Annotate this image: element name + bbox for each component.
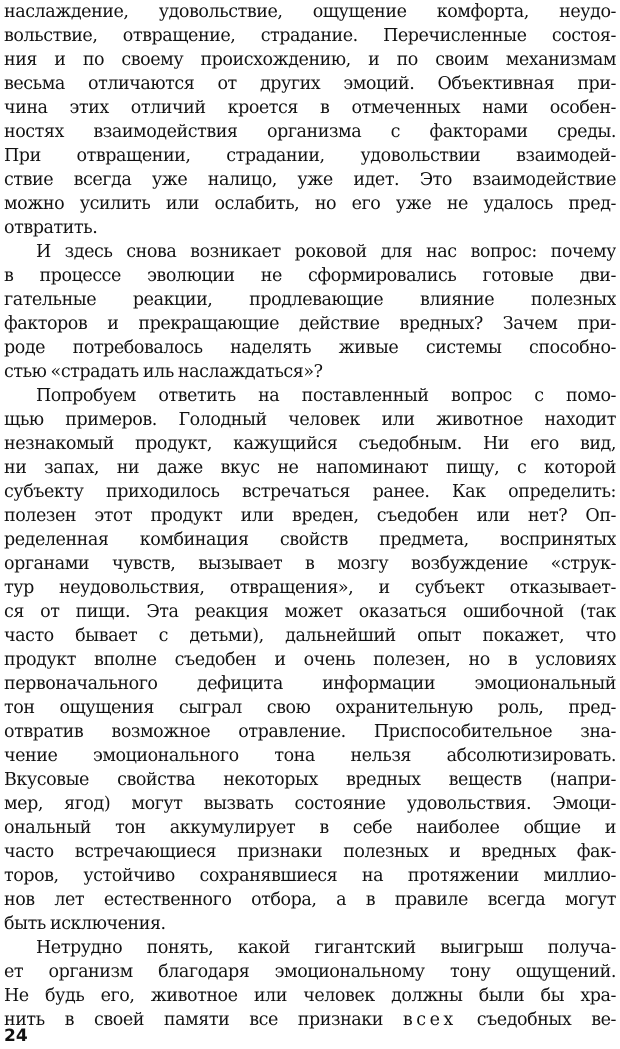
text-line: весьма отличаются от других эмоций. Объективная при- [4, 74, 616, 94]
text-line: тур неудовольствия, отвращения», и субъект отказывает- [4, 578, 616, 598]
text-line: гательные реакции, продлевающие влияние полезных [4, 290, 616, 310]
text-line: наслаждение, удовольствие, ощущение комфорта, неудо- [4, 2, 616, 22]
text-line: При отвращении, страдании, удовольствии взаимодей- [4, 146, 616, 166]
text-line: субъекту приходилось встречаться ранее. Как определить: [4, 482, 616, 502]
text-line: факторов и прекращающие действие вредных? Зачем при- [4, 314, 616, 334]
page-number: 24 [4, 1026, 28, 1046]
text-segment: нить в своей памяти все признаки [4, 1010, 383, 1030]
text-line: вольствие, отвращение, страдание. Перечисленные состоя- [4, 26, 616, 46]
paragraph-first-line: Попробуем ответить на поставленный вопрос с помо- [36, 386, 616, 406]
text-line: часто встречающиеся признаки полезных и вредных фак- [4, 842, 616, 862]
text-line: первоначального дефицита информации эмоциональный [4, 674, 616, 694]
text-line: тон ощущения сыграл свою охранительную роль, пред- [4, 698, 616, 718]
text-line: в процессе эволюции не сформировались готовые дви- [4, 266, 616, 286]
text-line: чение эмоционального тона нельзя абсолютизировать. [4, 746, 616, 766]
text-line: ся от пищи. Эта реакция может оказаться ошибочной (так [4, 602, 616, 622]
text-line: ет организм благодаря эмоциональному тону ощущений. [4, 962, 616, 982]
text-line: Вкусовые свойства некоторых вредных веществ (напри- [4, 770, 616, 790]
paragraph-first-line: Нетрудно понять, какой гигантский выигрыш получа- [36, 938, 616, 958]
text-line: роде потребовалось наделять живые системы способно- [4, 338, 616, 358]
text-line: незнакомый продукт, кажущийся съедобным. Ни его вид, [4, 434, 616, 454]
book-page [4, 0, 616, 1049]
text-line [4, 1008, 616, 1032]
text-line: ния и по своему происхождению, и по своим механизмам [4, 50, 616, 70]
text-line: ни запах, ни даже вкус не напоминают пищу, с которой [4, 458, 616, 478]
text-line: Не будь его, животное или человек должны были бы хра- [4, 986, 616, 1006]
text-segment: съедобных ве- [476, 1010, 616, 1030]
text-line: нов лет естественного отбора, а в правиле всегда могут [4, 890, 616, 910]
text-line: щью примеров. Голодный человек или животное находит [4, 410, 616, 430]
emphasized-word: всех [402, 1010, 457, 1030]
text-line: чина этих отличий кроется в отмеченных нами особен- [4, 98, 616, 118]
text-line: полезен этот продукт или вреден, съедобен или нет? Оп- [4, 506, 616, 526]
text-line: ределенная комбинация свойств предмета, воспринятых [4, 530, 616, 550]
text-line: мер, ягод) могут вызвать состояние удовольствия. Эмоци- [4, 794, 616, 814]
text-line: часто бывает с детьми), дальнейший опыт покажет, что [4, 626, 616, 646]
text-line: можно усилить или ослабить, но его уже не удалось пред- [4, 194, 616, 214]
text-line: торов, устойчиво сохранявшиеся на протяжении миллио- [4, 866, 616, 886]
paragraph-first-line: И здесь снова возникает роковой для нас вопрос: почему [36, 242, 616, 262]
text-line: отвратить. [4, 218, 98, 238]
text-line: ствие всегда уже налицо, уже идет. Это взаимодействие [4, 170, 616, 190]
text-line: ностях взаимодействия организма с факторами среды. [4, 122, 616, 142]
text-line: продукт вполне съедобен и очень полезен, но в условиях [4, 650, 616, 670]
text-line: стью «страдать иль наслаждаться»? [4, 362, 323, 382]
text-line: ональный тон аккумулирует в себе наиболее общие и [4, 818, 616, 838]
text-line: быть исключения. [4, 914, 166, 934]
text-line: отвратив возможное отравление. Приспособительное зна- [4, 722, 616, 742]
text-line: органами чувств, вызывает в мозгу возбуждение «струк- [4, 554, 616, 574]
